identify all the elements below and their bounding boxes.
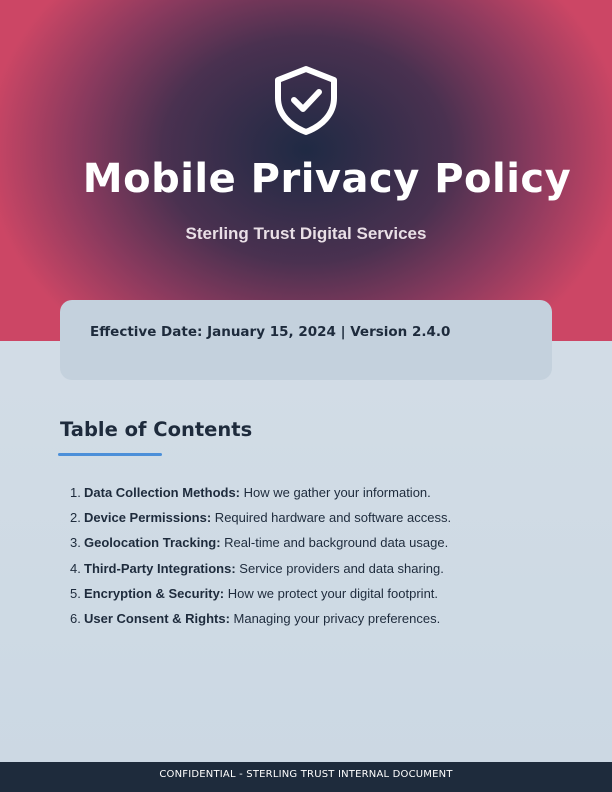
toc-item-label: Encryption & Security: xyxy=(84,585,225,601)
toc-item-label: Device Permissions: xyxy=(84,510,212,526)
hero-banner xyxy=(0,0,612,341)
shield-check-icon xyxy=(270,64,342,136)
effective-date-text: Effective Date: January 15, 2024 | Version 2.4.0 xyxy=(90,324,451,340)
toc-item-label: Third-Party Integrations: xyxy=(84,560,236,576)
toc-item[interactable] xyxy=(70,610,584,635)
toc-item-number: 2. xyxy=(70,510,81,526)
toc-item-number: 4. xyxy=(70,560,81,576)
toc-item-description: Required hardware and software access. xyxy=(211,510,452,526)
toc-heading: Table of Contents xyxy=(60,418,253,441)
toc-item-description: How we protect your digital footprint. xyxy=(224,585,439,601)
page-title: Mobile Privacy Policy xyxy=(82,156,572,202)
toc-item[interactable] xyxy=(70,585,584,610)
toc-item[interactable] xyxy=(70,484,584,509)
toc-item[interactable] xyxy=(70,509,584,534)
toc-item-number: 1. xyxy=(70,485,81,500)
toc-underline xyxy=(58,453,162,456)
toc-item[interactable] xyxy=(70,560,584,585)
toc-item-number: 3. xyxy=(70,535,81,551)
page-subtitle: Sterling Trust Digital Services xyxy=(185,224,427,243)
toc-item-label: Data Collection Methods: xyxy=(84,485,241,500)
toc-list xyxy=(70,484,584,635)
toc-item-description: Service providers and data sharing. xyxy=(235,560,444,576)
toc-item-description: How we gather your information. xyxy=(240,485,431,500)
toc-item-number: 5. xyxy=(70,585,81,601)
toc-item[interactable] xyxy=(70,534,584,559)
toc-item-number: 6. xyxy=(70,610,81,626)
toc-item-label: Geolocation Tracking: xyxy=(84,535,221,551)
toc-item-description: Real-time and background data usage. xyxy=(220,535,449,551)
toc-item-label: User Consent & Rights: xyxy=(84,610,230,626)
toc-item-description: Managing your privacy preferences. xyxy=(229,610,441,626)
effective-date-card xyxy=(60,300,552,380)
footer-bar: CONFIDENTIAL - STERLING TRUST INTERNAL DOCUMENT xyxy=(0,762,612,792)
